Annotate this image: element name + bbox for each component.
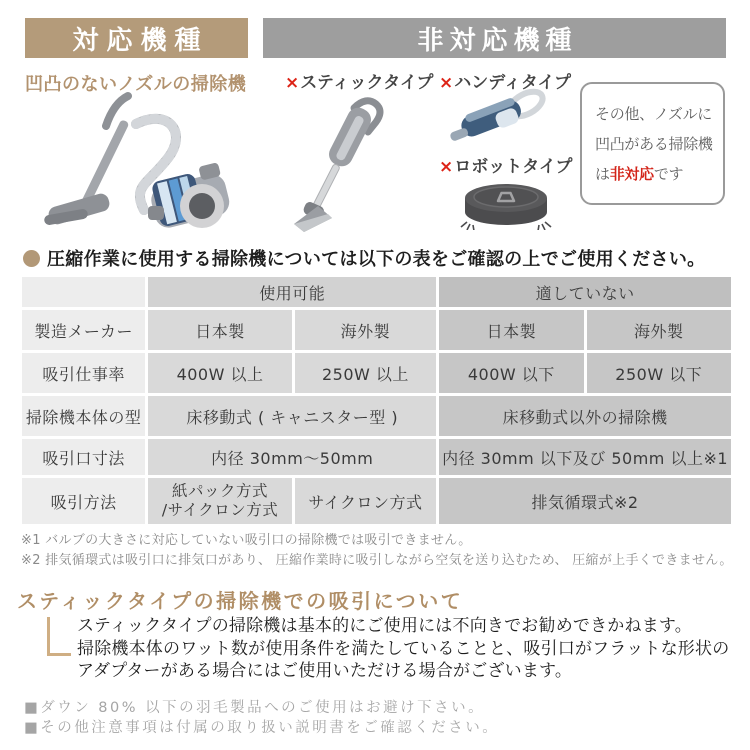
robot-vacuum-illustration [455,172,557,230]
note-line-1: その他、ノズルに [595,105,713,123]
row-label: 吸引方法 [22,478,145,524]
compatible-models-header [25,18,248,58]
row-label: 掃除機本体の型 [22,396,145,436]
cell: 400W 以上 [148,353,291,393]
cell: 日本製 [439,310,583,350]
usage-notice [23,245,705,271]
incompatible-note-box [580,82,725,205]
cell: 海外製 [295,310,436,350]
stick-body-line-2: 掃除機本体のワット数が使用条件を満たしていることと、吸引口がフラットな形状の [77,638,730,659]
footer-notes [24,699,499,738]
incompatible-item-stick [285,68,433,93]
compatible-subtitle: 凹凸のないノズルの掃除機 [25,74,247,95]
cell: 250W 以上 [295,353,436,393]
x-mark-icon: × [285,73,300,93]
bracket-connector [47,617,71,656]
vacuum-spec-table [19,274,734,527]
stick-type-label: スティックタイプ [300,73,434,93]
cell: 日本製 [148,310,291,350]
cell: 床移動式 ( キャニスター型 ) [148,396,436,436]
cell: 内径 30mm 以下及び 50mm 以上※1 [439,439,731,475]
table-row-suction-method [22,478,731,524]
row-label: 吸引仕事率 [22,353,145,393]
empty-corner-cell [22,277,145,307]
not-supported-emphasis: 非対応 [609,165,654,183]
note-line-2: 凹凸がある掃除機 [595,135,713,153]
table-row-suction-power [22,353,731,393]
stick-vacuum-illustration [292,92,410,234]
footer-note-2: ■その他注意事項は付属の取り扱い説明書をご確認ください。 [24,719,500,736]
cell: 内径 30mm〜50mm [148,439,436,475]
robot-type-label: ロボットタイプ [454,157,573,177]
table-row-manufacturer [22,310,731,350]
handheld-vacuum-illustration [446,86,552,150]
incompatible-models-title: 非対応機種 [417,25,578,56]
cell: 400W 以下 [439,353,583,393]
stick-body-line-1: スティックタイプの掃除機は基本的にご使用には不向きでお勧めできかねます。 [77,616,692,636]
table-group-header-row [22,277,731,307]
stick-section-body [77,615,742,683]
x-mark-icon: × [439,157,454,177]
canister-vacuum-illustration [40,88,240,238]
compatible-models-title: 対応機種 [72,25,209,56]
table-row-inlet-size [22,439,731,475]
handy-type-label: ハンディタイプ [454,73,572,93]
cell: 250W 以下 [587,353,731,393]
footnote-1: ※1 バルブの大きさに対応していない吸引口の掃除機では吸引できません。 [21,533,472,548]
note-line-3: は非対応です [595,165,684,183]
usage-notice-text: 圧縮作業に使用する掃除機については以下の表をご確認の上でご使用ください。 [47,249,706,270]
cell: 紙パック方式 /サイクロン方式 [148,478,291,524]
cell: 排気循環式※2 [439,478,731,524]
cell: 床移動式以外の掃除機 [439,396,731,436]
table-footnotes [21,531,733,570]
row-label: 吸引口寸法 [22,439,145,475]
footer-note-1: ■ダウン 80% 以下の羽毛製品へのご使用はお避け下さい。 [24,700,486,716]
row-label: 製造メーカー [22,310,145,350]
usable-group-header: 使用可能 [148,277,436,307]
x-mark-icon: × [439,73,454,93]
stick-section-heading: スティックタイプの掃除機での吸引について [17,589,464,613]
unsuitable-group-header: 適していない [439,277,731,307]
stick-body-line-3: アダプターがある場合にはご使用いただける場合がございます。 [77,661,573,681]
bullet-icon [23,250,40,267]
cell: サイクロン方式 [295,478,436,524]
table-row-body-type [22,396,731,436]
footnote-2: ※2 排気循環式は吸引口に排気口があり、 圧縮作業時に吸引しながら空気を送り込むため、 圧縮が上手くできません。 [21,552,733,568]
cell: 海外製 [587,310,731,350]
incompatible-models-header [263,18,726,58]
